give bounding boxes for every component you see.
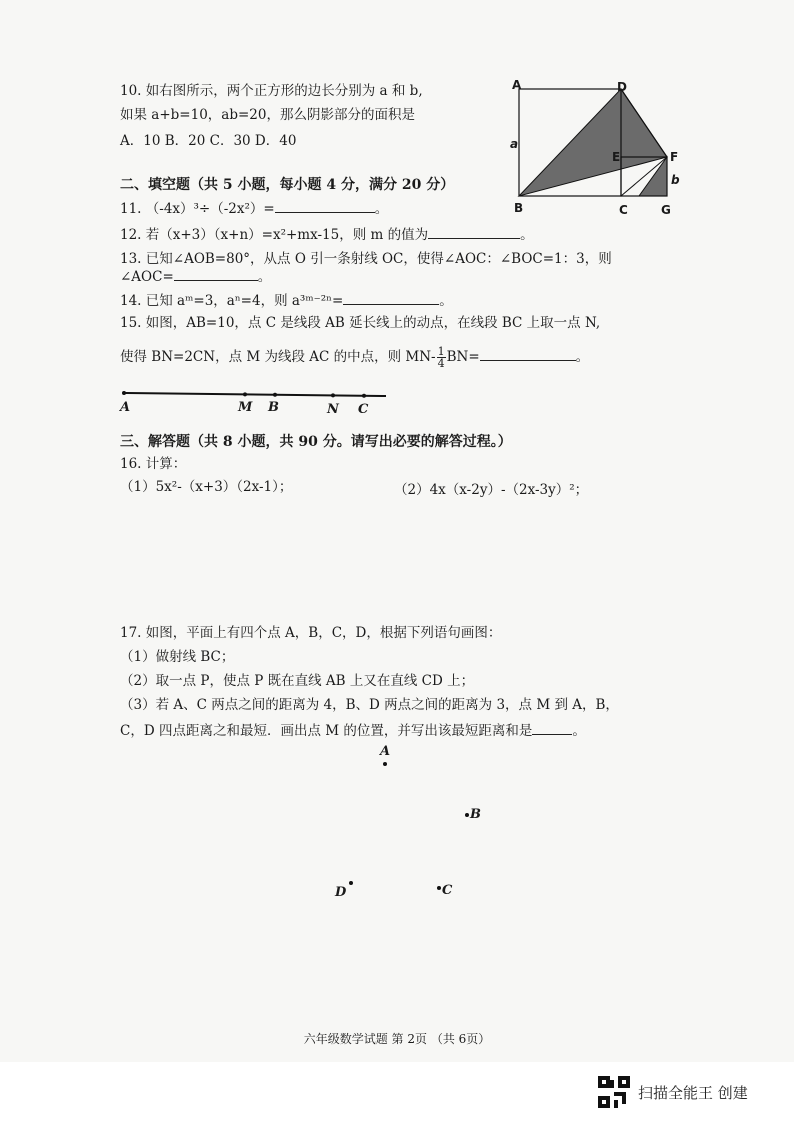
point-label-C: C: [442, 883, 453, 898]
q15-fraction: [437, 346, 446, 369]
section3-heading: 三、解答题（共 8 小题，共 90 分。请写出必要的解答过程。）: [120, 434, 512, 450]
fig10-label-G: G: [661, 203, 671, 217]
q17-end: 。: [572, 723, 586, 739]
q15-text-b: BN=: [446, 349, 480, 365]
fig10-label-F: F: [670, 150, 679, 164]
segment-figure: [118, 386, 398, 406]
q17-line3: （2）取一点 P，使点 P 既在直线 AB 上又在直线 CD 上；: [120, 673, 475, 689]
q12-answer-blank[interactable]: [428, 224, 520, 239]
q17-line4: （3）若 A、C 两点之间的距离为 4，B、D 两点之间的距离为 3，点 M 到 A，B，: [120, 697, 619, 713]
q17-text: C，D 四点距离之和最短．画出点 M 的位置，并写出该最短距离和是: [120, 723, 533, 739]
point-B-dot: [465, 813, 469, 817]
seg-label-M: M: [238, 400, 253, 415]
q15-line2: [120, 346, 589, 369]
q17-line1: 17. 如图，平面上有四个点 A，B，C，D，根据下列语句画图：: [120, 625, 502, 641]
q11-text: 11. （-4x）³÷（-2x²）=: [120, 201, 275, 217]
fig10-label-a: a: [510, 137, 519, 151]
q14-text: 14. 已知 aᵐ=3，aⁿ=4，则 a³ᵐ⁻²ⁿ=: [120, 293, 344, 309]
seg-label-C: C: [358, 402, 369, 417]
page-footer: 六年级数学试题 第 2页 （共 6页）: [303, 1032, 491, 1046]
q16-title: 16. 计算：: [120, 456, 187, 472]
fig10-label-B: B: [514, 201, 524, 215]
point-A-dot: [383, 762, 387, 766]
q11-end: 。: [374, 201, 389, 217]
q16-part2: （2）4x（x-2y）-（2x-3y）²；: [394, 482, 589, 498]
point-label-A: A: [380, 744, 391, 759]
fig10-label-b: b: [671, 173, 680, 187]
point-label-B: B: [470, 807, 481, 822]
q17-line5: [120, 720, 586, 740]
seg-label-N: N: [327, 402, 339, 417]
fig10-label-E: E: [612, 150, 621, 164]
q14: [120, 290, 453, 310]
watermark-text: 扫描全能王 创建: [638, 1083, 748, 1102]
q11-answer-blank[interactable]: [275, 198, 375, 213]
q13-line2: [120, 266, 271, 286]
fig10-label-D: D: [617, 80, 627, 94]
q14-end: 。: [439, 293, 453, 309]
q12-end: 。: [520, 227, 534, 243]
q10-line1: 10. 如右图所示，两个正方形的边长分别为 a 和 b,: [120, 83, 423, 99]
point-D-dot: [349, 881, 353, 885]
q15-frac-num: 1: [437, 345, 445, 358]
scanner-watermark: [598, 1075, 748, 1109]
q13-text: ∠AOC=: [120, 269, 174, 285]
q15-answer-blank[interactable]: [480, 346, 576, 361]
q13-answer-blank[interactable]: [174, 266, 258, 281]
seg-label-A: A: [120, 400, 131, 415]
q17-line2: （1）做射线 BC；: [120, 649, 235, 665]
q12-text: 12. 若（x+3）（x+n）=x²+mx-15，则 m 的值为: [120, 227, 429, 243]
q17-answer-blank[interactable]: [532, 720, 572, 735]
two-squares-figure: [505, 78, 685, 218]
q13-line1: 13. 已知∠AOB=80°，从点 O 引一条射线 OC，使得∠AOC：∠BOC=1：3，则: [120, 251, 612, 267]
point-label-D: D: [335, 885, 347, 900]
q15-text-a: 使得 BN=2CN，点 M 为线段 AC 的中点，则 MN-: [120, 349, 436, 365]
fig10-label-A: A: [512, 78, 522, 92]
q16-part1: （1）5x²-（x+3）（2x-1）；: [120, 479, 293, 495]
q10-line2: 如果 a+b=10，ab=20，那么阴影部分的面积是: [120, 107, 415, 123]
q14-answer-blank[interactable]: [343, 290, 439, 305]
q15-frac-den: 4: [437, 357, 445, 370]
point-C-dot: [437, 886, 441, 890]
q15-line1: 15. 如图，AB=10，点 C 是线段 AB 延长线上的动点，在线段 BC 上取一点 N,: [120, 315, 601, 331]
qr-code-icon: [598, 1076, 630, 1108]
q13-end: 。: [257, 269, 272, 285]
q15-end: 。: [575, 349, 590, 365]
fig10-label-C: C: [619, 203, 628, 217]
seg-label-B: B: [268, 400, 279, 415]
q12: [120, 224, 534, 244]
section2-heading: 二、填空题（共 5 小题，每小题 4 分，满分 20 分）: [120, 177, 455, 193]
q10-options: A．10 B．20 C．30 D．40: [120, 133, 297, 149]
q11: [120, 198, 388, 218]
